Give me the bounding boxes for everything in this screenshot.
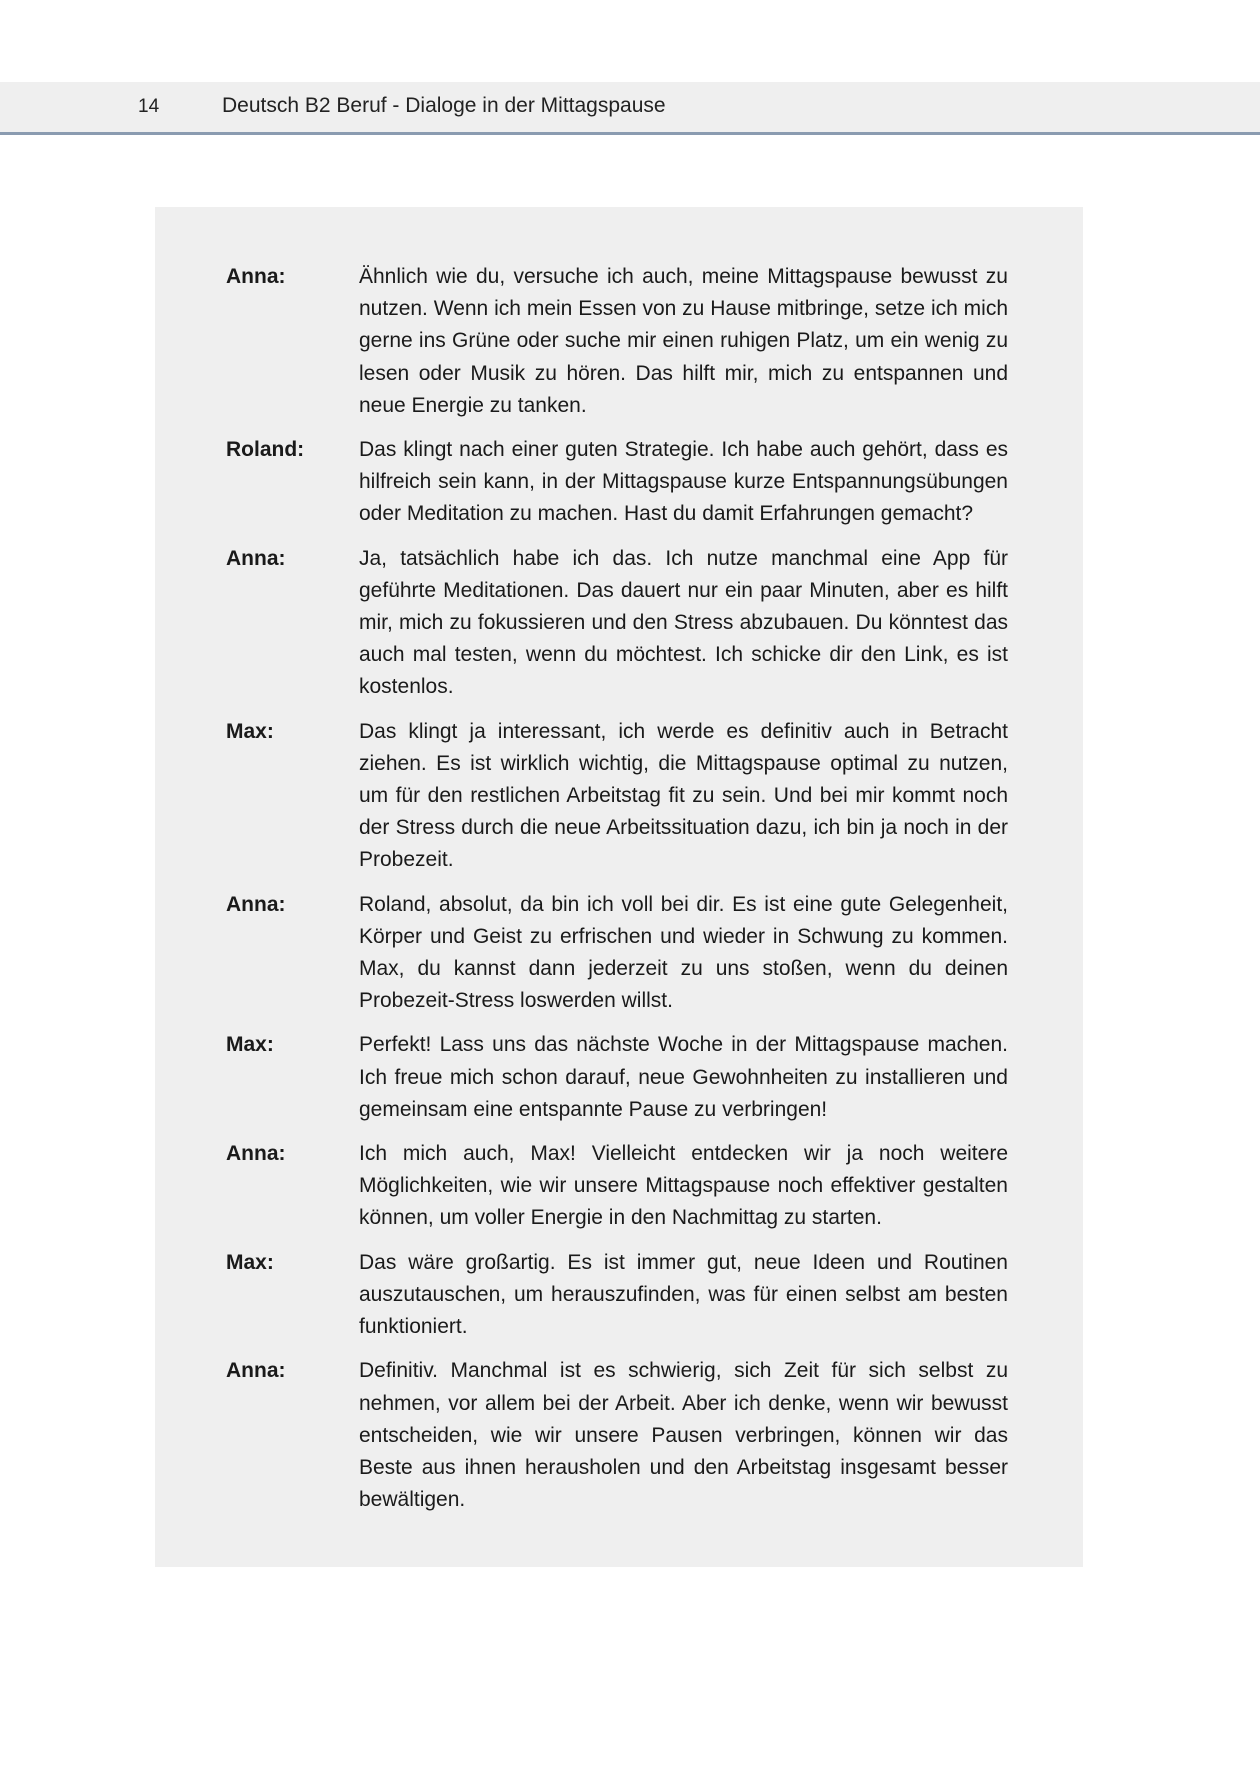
- speaker-name: Anna:: [226, 892, 286, 916]
- utterance-text: Ja, tatsächlich habe ich das. Ich nutze manchmal eine App für geführte Meditationen. Das dauert nur ein paar Minuten, aber es hilft mir, mich zu fokussieren und den Stress abzubauen. Du könntest das auch mal testen, wenn du möchtest. Ich schicke dir den Link, es ist kostenlos.: [359, 546, 1008, 699]
- utterance-text: Ich mich auch, Max! Vielleicht entdecken wir ja noch weitere Möglichkeiten, wie wir unsere Mittagspause noch effektiver gestalten können, um voller Energie in den Nachmittag zu starten.: [359, 1142, 1008, 1230]
- page-number: 14: [138, 96, 160, 117]
- dialogue-turn: [226, 1029, 1008, 1126]
- dialogue-turn: [226, 1247, 1008, 1344]
- speaker-name: Anna:: [226, 265, 286, 288]
- header-divider: [0, 132, 1260, 135]
- utterance-text: Das klingt ja interessant, ich werde es definitiv auch in Betracht ziehen. Es ist wirklich wichtig, die Mittagspause optimal zu nutzen, um für den restlichen Arbeitstag fit zu sein. Und bei mir kommt noch der Stress durch die neue Arbeitssituation dazu, ich bin ja noch in der Probezeit.: [359, 719, 1008, 872]
- speaker-name: Anna:: [226, 1142, 286, 1166]
- speaker-name: Max:: [226, 1033, 274, 1057]
- dialogue-box: [155, 207, 1083, 1567]
- running-title: Deutsch B2 Beruf - Dialoge in der Mittagspause: [222, 94, 666, 117]
- speaker-name: Anna:: [226, 546, 286, 570]
- utterance-text: Das wäre großartig. Es ist immer gut, neue Ideen und Routinen auszutauschen, um herauszufinden, was für einen selbst am besten funktioniert.: [359, 1250, 1008, 1339]
- dialogue-turn: [226, 261, 1008, 422]
- speaker-name: Anna:: [226, 1359, 286, 1383]
- dialogue-turn: [226, 1138, 1008, 1235]
- speaker-name: Max:: [226, 719, 274, 743]
- speaker-name: Roland:: [226, 438, 305, 462]
- dialogue-turn: [226, 889, 1008, 1018]
- dialogue-turn: [226, 1355, 1008, 1516]
- utterance-text: Roland, absolut, da bin ich voll bei dir. Es ist eine gute Gelegenheit, Körper und Geist zu erfrischen und wieder in Schwung zu kommen. Max, du kannst dann jederzeit zu uns stoßen, wenn du deinen Probezeit-Stress loswerden willst.: [359, 892, 1008, 1013]
- dialogue-turn: [226, 434, 1008, 531]
- dialogue-turn: [226, 716, 1008, 877]
- utterance-text: Das klingt nach einer guten Strategie. Ich habe auch gehört, dass es hilfreich sein kann, in der Mittagspause kurze Entspannungsübungen oder Meditation zu machen. Hast du damit Erfahrungen gemacht?: [359, 438, 1008, 526]
- utterance-text: Perfekt! Lass uns das nächste Woche in der Mittagspause machen. Ich freue mich schon darauf, neue Gewohnheiten zu installieren und gemeinsam eine entspannte Pause zu verbringen!: [359, 1033, 1008, 1121]
- utterance-text: Definitiv. Manchmal ist es schwierig, sich Zeit für sich selbst zu nehmen, vor allem bei der Arbeit. Aber ich denke, wenn wir bewusst entscheiden, wie wir unsere Pausen verbringen, können wir das Beste aus ihnen herausholen und den Arbeitstag insgesamt besser bewältigen.: [359, 1359, 1008, 1512]
- utterance-text: Ähnlich wie du, versuche ich auch, meine Mittagspause bewusst zu nutzen. Wenn ich mein Essen von zu Hause mitbringe, setze ich mich gerne ins Grüne oder suche mir einen ruhigen Platz, um ein wenig zu lesen oder Musik zu hören. Das hilft mir, mich zu entspannen und neue Energie zu tanken.: [359, 265, 1008, 417]
- dialogue-turn: [226, 543, 1008, 704]
- speaker-name: Max:: [226, 1250, 274, 1274]
